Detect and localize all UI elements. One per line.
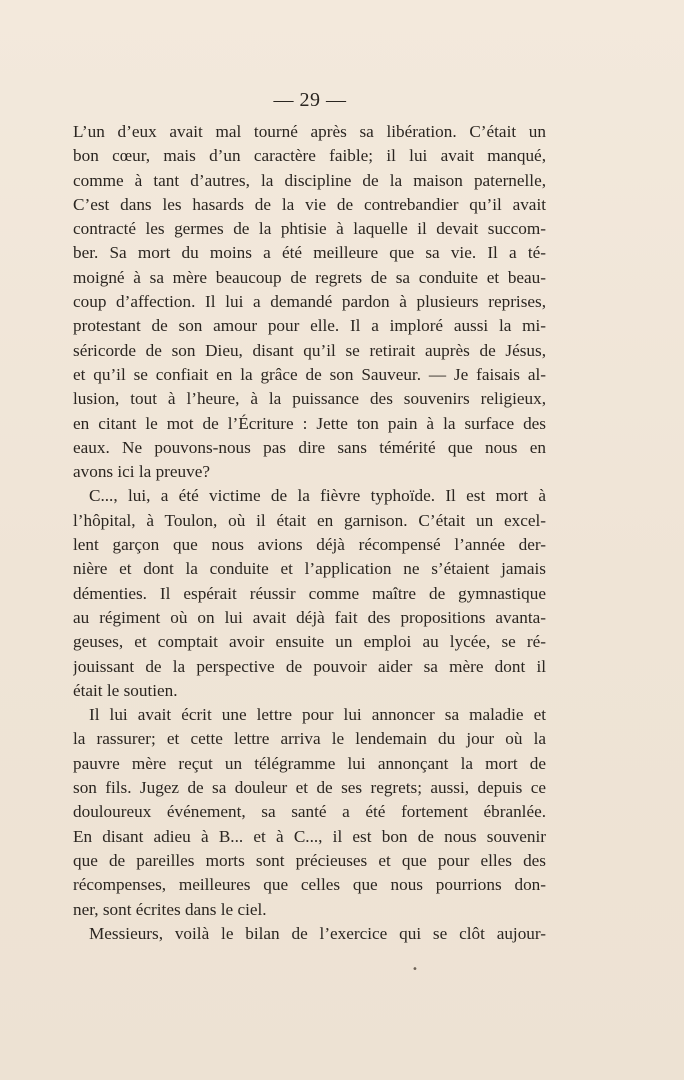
text-line: moigné à sa mère beaucoup de regrets de sa conduite et beau-	[73, 267, 546, 287]
text-line: récompenses, meilleures que celles que nous pourrions don-	[73, 875, 546, 895]
text-line: geuses, et comptait avoir ensuite un emploi au lycée, se ré-	[73, 632, 546, 652]
text-line: ner, sont écrites dans le ciel.	[73, 899, 267, 919]
text-line: C’est dans les hasards de la vie de contrebandier qu’il avait	[73, 194, 546, 214]
text-line: C..., lui, a été victime de la fièvre typhoïde. Il est mort à	[89, 486, 546, 506]
text-line: démenties. Il espérait réussir comme maître de gymnastique	[73, 583, 546, 603]
text-line: en citant le mot de l’Écriture : Jette ton pain à la surface des	[73, 413, 546, 433]
text-line: bon cœur, mais d’un caractère faible; il lui avait manqué,	[73, 146, 546, 166]
text-line: lusion, tout à l’heure, à la puissance des souvenirs religieux,	[73, 389, 546, 409]
text-line: Il lui avait écrit une lettre pour lui annoncer sa maladie et	[89, 705, 546, 725]
text-line: nière et dont la conduite et l’application ne s’étaient jamais	[73, 559, 546, 579]
text-line: En disant adieu à B... et à C..., il est bon de nous souvenir	[73, 826, 546, 846]
text-line: pauvre mère reçut un télégramme lui annonçant la mort de	[73, 753, 546, 773]
text-line: et qu’il se confiait en la grâce de son Sauveur. — Je faisais al-	[73, 364, 546, 384]
text-line: l’hôpital, à Toulon, où il était en garnison. C’était un excel-	[73, 510, 546, 530]
ornament-dot: •	[412, 964, 418, 975]
text-line: Messieurs, voilà le bilan de l’exercice qui se clôt aujour-	[89, 923, 546, 943]
text-line: lent garçon que nous avions déjà récompensé l’année der-	[73, 535, 546, 555]
text-line: avons ici la preuve?	[73, 462, 210, 482]
text-line: que de pareilles morts sont précieuses et que pour elles des	[73, 850, 546, 870]
page-number: — 29 —	[273, 89, 347, 111]
text-line: L’un d’eux avait mal tourné après sa libération. C’était un	[73, 122, 546, 141]
text-line: comme à tant d’autres, la discipline de la maison paternelle,	[73, 170, 546, 190]
text-line: son fils. Jugez de sa douleur et de ses regrets; aussi, depuis ce	[73, 778, 546, 798]
text-line: séricorde de son Dieu, disant qu’il se retirait auprès de Jésus,	[73, 340, 546, 360]
text-line: contracté les germes de la phtisie à laquelle il devait succom-	[73, 219, 546, 239]
text-line: protestant de son amour pour elle. Il a imploré aussi la mi-	[73, 316, 546, 336]
text-line: jouissant de la perspective de pouvoir aider sa mère dont il	[73, 656, 546, 676]
text-line: était le soutien.	[73, 680, 178, 700]
text-line: eaux. Ne pouvons-nous pas dire sans témérité que nous en	[73, 437, 546, 457]
text-line: la rassurer; et cette lettre arriva le lendemain du jour où la	[73, 729, 546, 749]
text-line: coup d’affection. Il lui a demandé pardon à plusieurs reprises,	[73, 292, 546, 312]
text-line: douloureux événement, sa santé a été fortement ébranlée.	[73, 802, 546, 822]
text-line: au régiment où on lui avait déjà fait des propositions avanta-	[73, 607, 546, 627]
text-line: ber. Sa mort du moins a été meilleure que sa vie. Il a té-	[73, 243, 546, 263]
body-text	[73, 120, 546, 946]
